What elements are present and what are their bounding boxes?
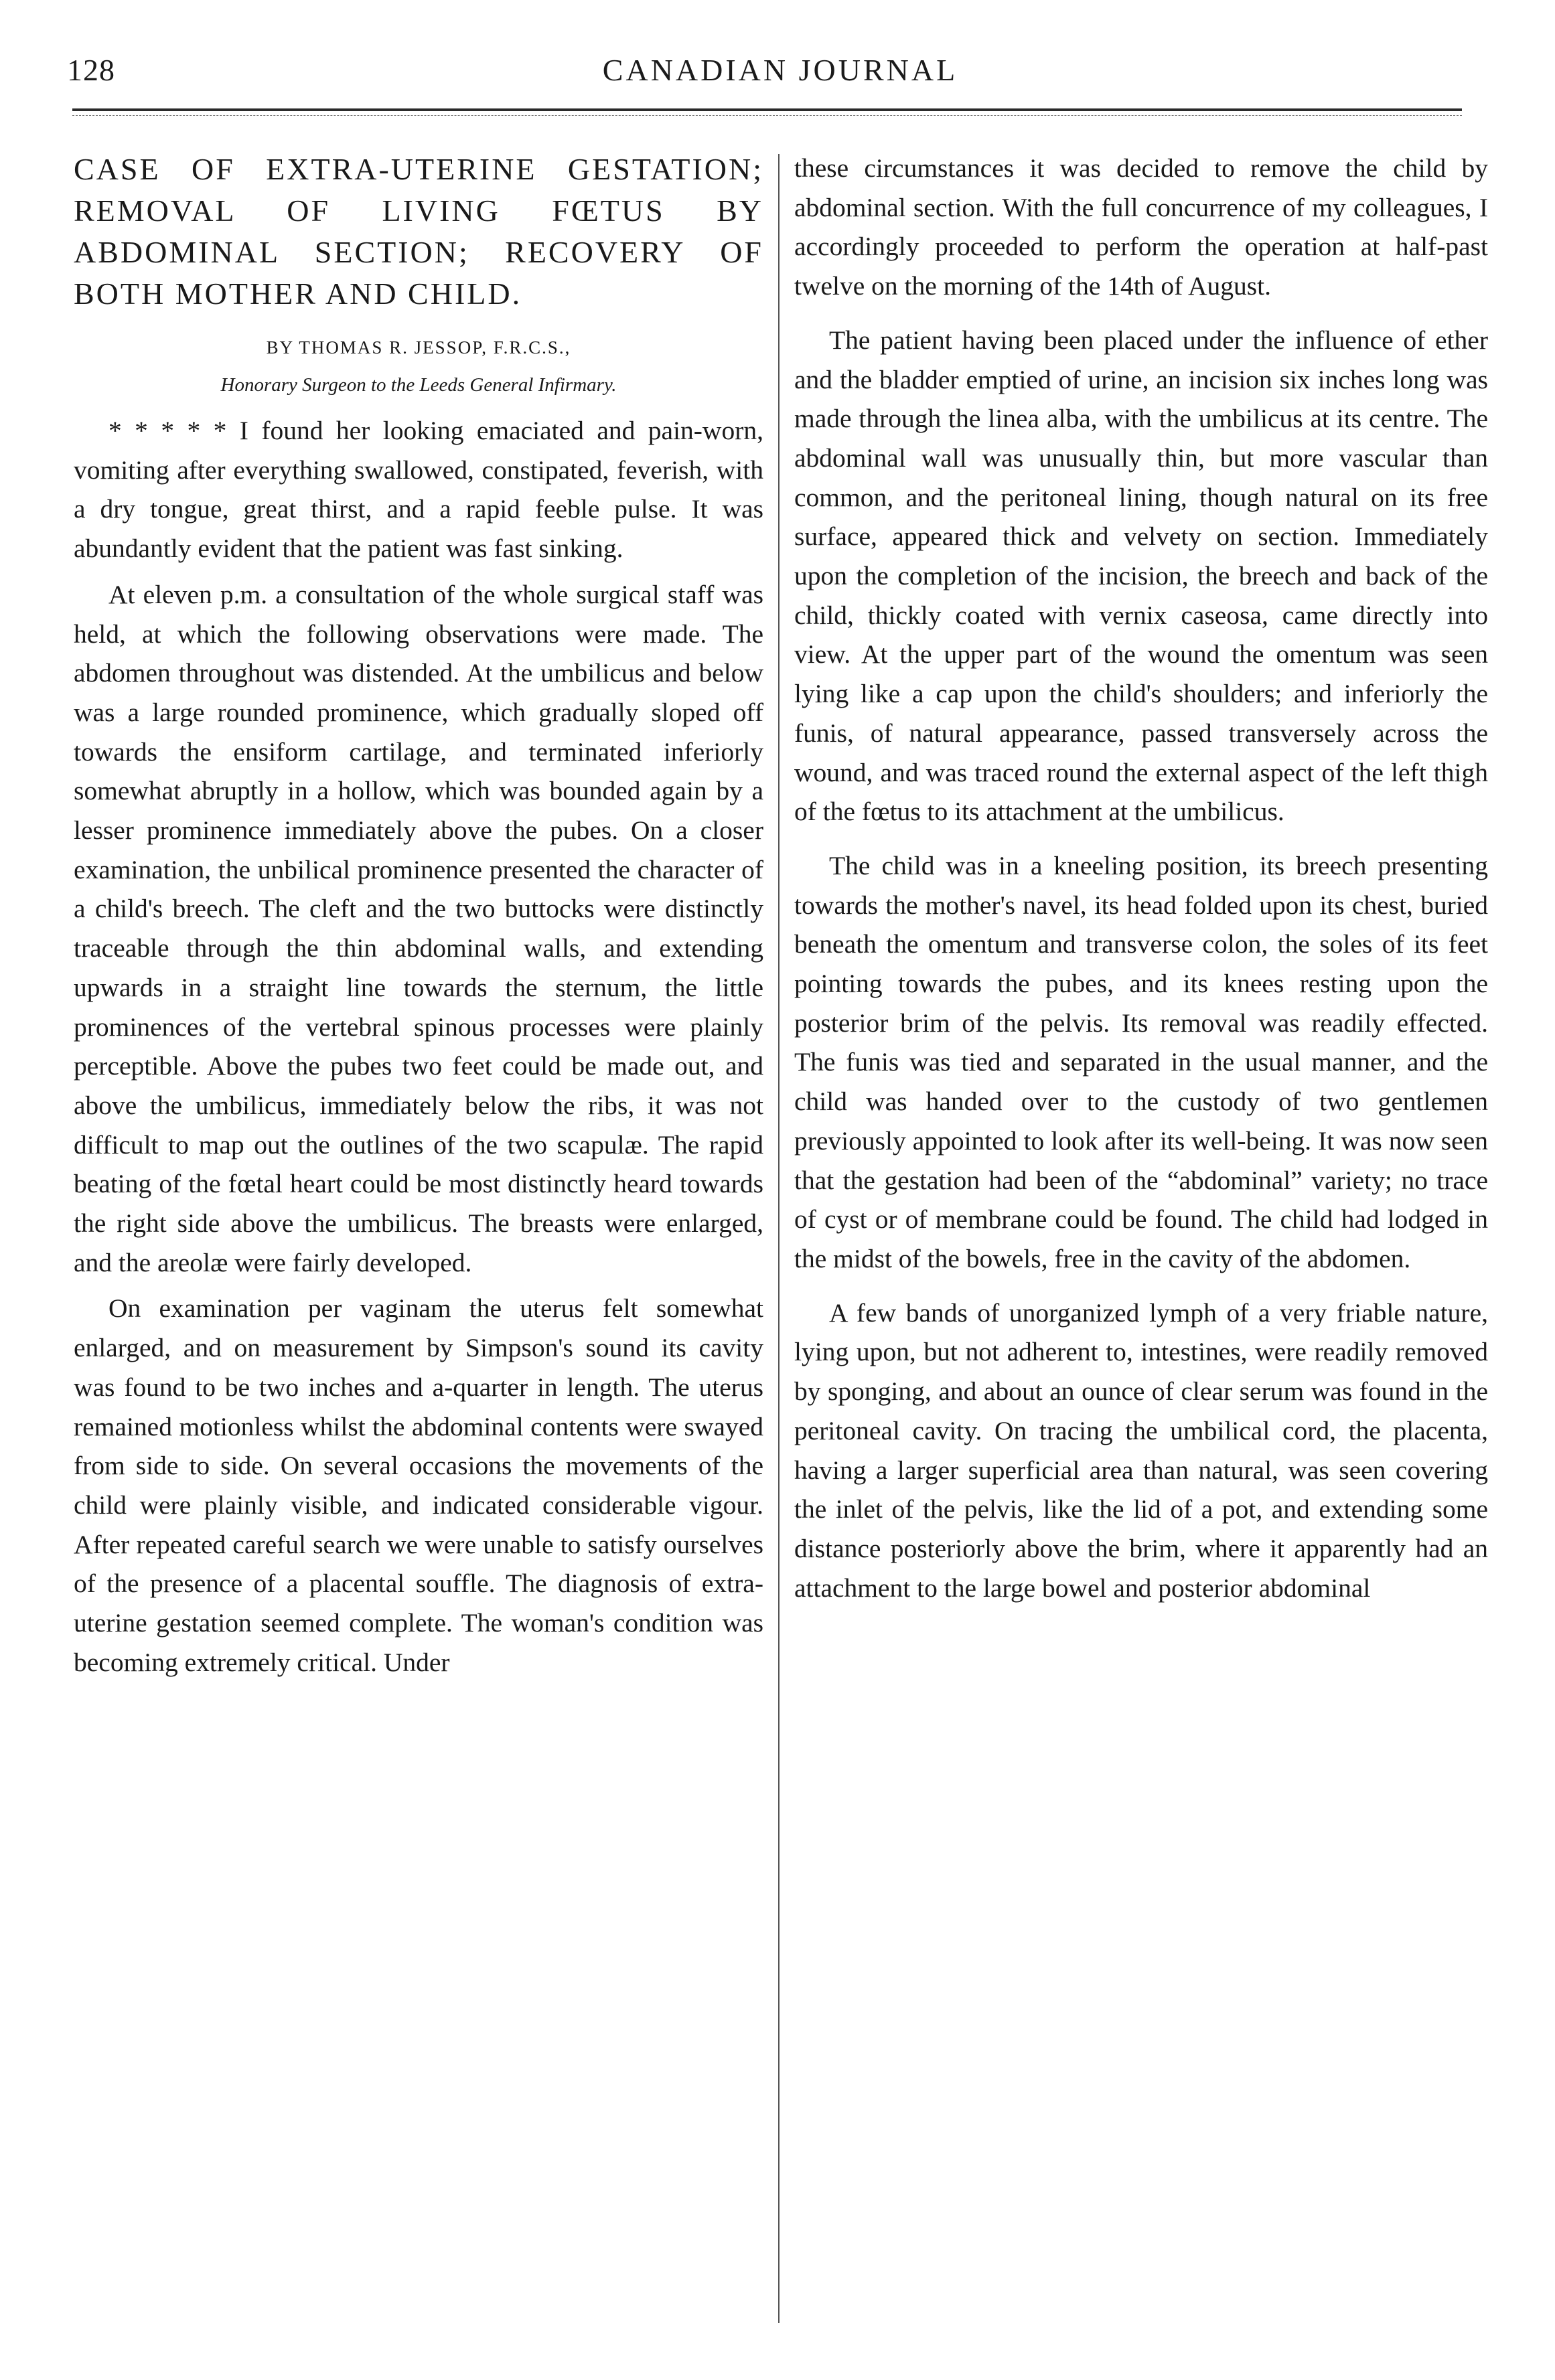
header-rule xyxy=(72,108,1462,111)
running-head xyxy=(67,52,1493,106)
article-title: CASE OF EXTRA-UTERINE GESTATION; REMOVAL OF LIVING FŒTUS BY ABDOMINAL SECTION; RECOVERY OF BOTH MOTHER AND CHILD. xyxy=(74,152,763,311)
paragraph: * * * * * I found her looking emaciated and pain-worn, vomiting after everything swallowed, constipated, feverish, with a dry tongue, great thirst, and a rapid feeble pulse. It was abundantly evident that the patient was fast sinking. xyxy=(74,416,763,564)
right-column xyxy=(794,149,1488,1607)
paragraph-continued: these circumstances it was decided to remove the child by abdominal section. With the full concurrence of my colleagues, I accordingly proceeded to perform the operation at half-past twelve on the morning of the 14th of August. xyxy=(794,153,1488,301)
column-divider xyxy=(778,154,780,2323)
journal-title: CANADIAN JOURNAL xyxy=(602,53,958,87)
paragraph: At eleven p.m. a consultation of the whole surgical staff was held, at which the following observations were made. The abdomen throughout was distended. At the umbilicus and below was a large rounded prominence, which gradually sloped off towards the ensiform cartilage, and terminated inferiorly somewhat abruptly in a hollow, which was bounded again by a lesser prominence immediately above the pubes. On a closer examination, the unbilical prominence presented the character of a child's breech. The cleft and the two buttocks were distinctly traceable through the thin abdominal walls, and extending upwards in a straight line towards the sternum, the little prominences of the vertebral spinous processes were plainly perceptible. Above the pubes two feet could be made out, and above the umbilicus, immediately below the ribs, it was not difficult to map out the outlines of the two scapulæ. The rapid beating of the fœtal heart could be most distinctly heard towards the right side above the umbilicus. The breasts were enlarged, and the areolæ were fairly developed. xyxy=(74,579,763,1277)
paragraph: The child was in a kneeling position, its breech presenting towards the mother's navel, its head folded upon its chest, buried beneath the omentum and transverse colon, the soles of its feet pointing towards the pubes, and its knees resting upon the posterior brim of the pelvis. Its removal was readily effected. The funis was tied and separated in the usual manner, and the child was handed over to the custody of two gentlemen previously appointed to look after its well-being. It was now seen that the gestation had been of the “abdominal” variety; no trace of cyst or of membrane could be found. The child had lodged in the midst of the bowels, free in the cavity of the abdomen. xyxy=(794,850,1488,1273)
article-byline: BY THOMAS R. JESSOP, F.R.C.S., xyxy=(266,337,571,358)
header-rule-dashed xyxy=(72,115,1462,116)
author-affiliation: Honorary Surgeon to the Leeds General Infirmary. xyxy=(220,374,617,396)
left-column xyxy=(74,149,763,1682)
page-number: 128 xyxy=(67,53,115,87)
paragraph: A few bands of unorganized lymph of a very friable nature, lying upon, but not adherent to, intestines, were readily removed by sponging, and about an ounce of clear serum was found in the peritoneal cavity. On tracing the umbilical cord, the placenta, having a larger superficial area than natural, was seen covering the inlet of the pelvis, like the lid of a pot, and extending some distance posteriorly above the brim, where it apparently had an attachment to the large bowel and posterior abdominal xyxy=(794,1297,1488,1603)
paragraph: The patient having been placed under the influence of ether and the bladder emptied of urine, an incision six inches long was made through the linea alba, with the umbilicus at its centre. The abdominal wall was unusually thin, but more vascular than common, and the peritoneal lining, though natural on its free surface, appeared thick and velvety on section. Immediately upon the completion of the incision, the breech and back of the child, thickly coated with vernix caseosa, came directly into view. At the upper part of the wound the omentum was seen lying like a cap upon the child's shoulders; and inferiorly the funis, of natural appearance, passed transversely across the wound, and was traced round the external aspect of the left thigh of the fœtus to its attachment at the umbilicus. xyxy=(794,325,1488,827)
paragraph: On examination per vaginam the uterus felt somewhat enlarged, and on measurement by Simpson's sound its cavity was found to be two inches and a-quarter in length. The uterus remained motionless whilst the abdominal contents were swayed from side to side. On several occasions the movements of the child were plainly visible, and indicated considerable vigour. After repeated careful search we were unable to satisfy ourselves of the presence of a placental souffle. The diagnosis of extra-uterine gestation seemed complete. The woman's condition was becoming extremely critical. Under xyxy=(74,1293,763,1677)
